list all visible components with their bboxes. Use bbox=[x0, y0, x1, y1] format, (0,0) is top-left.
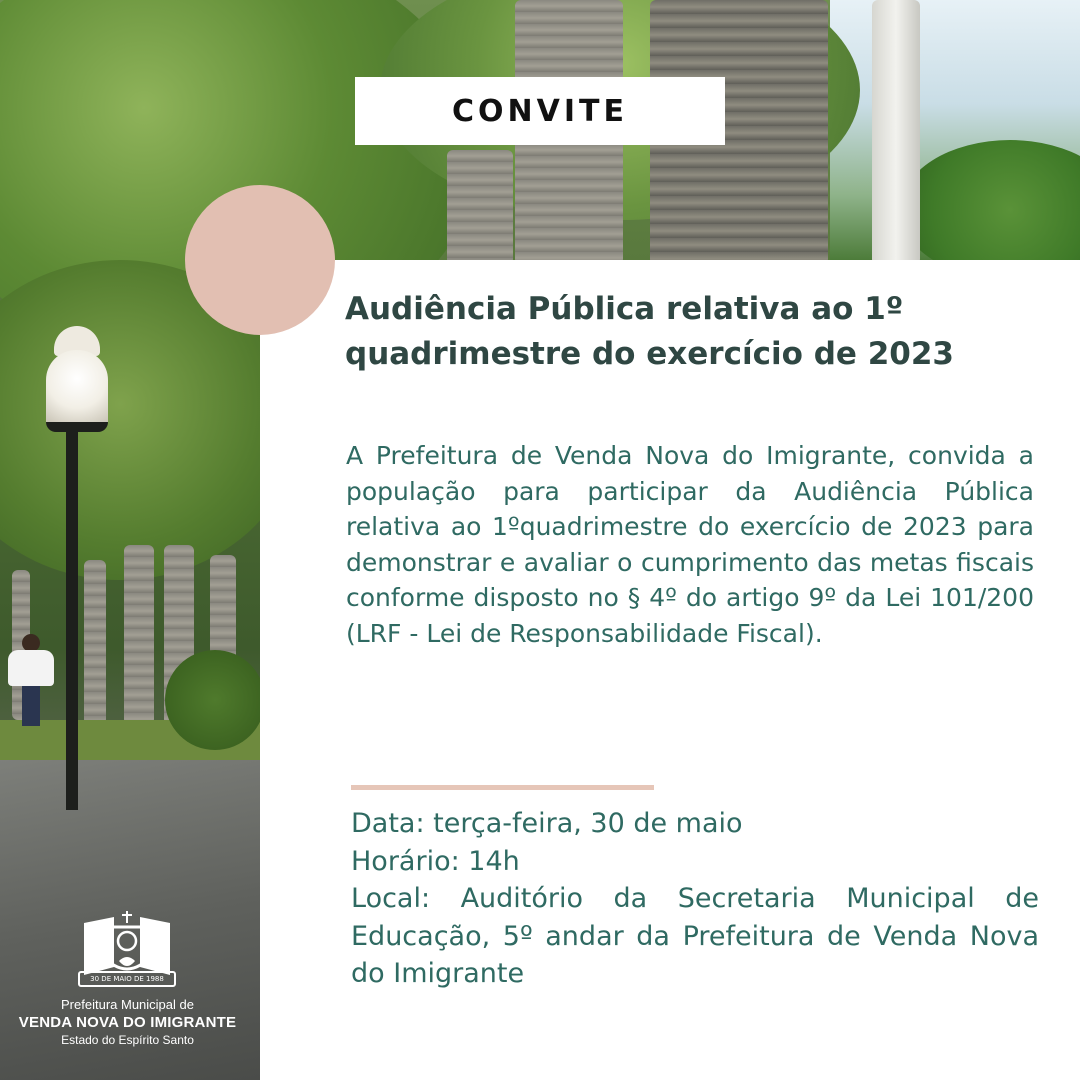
logo-line-3: Estado do Espírito Santo bbox=[61, 1033, 194, 1047]
bush bbox=[165, 650, 265, 750]
logo-ribbon: 30 DE MAIO DE 1988 bbox=[78, 971, 176, 987]
palm-trunk bbox=[447, 150, 513, 265]
logo-line-1: Prefeitura Municipal de bbox=[61, 997, 194, 1012]
decorative-circle bbox=[185, 185, 335, 335]
street-lamp-icon bbox=[46, 350, 108, 432]
event-time: Horário: 14h bbox=[351, 845, 520, 877]
section-divider bbox=[351, 785, 654, 790]
palm-trunk bbox=[124, 545, 154, 725]
event-details bbox=[351, 805, 1039, 993]
cyclist bbox=[8, 640, 54, 730]
invite-badge-label: CONVITE bbox=[452, 93, 628, 129]
street-lamp-post bbox=[66, 430, 78, 810]
event-title: Audiência Pública relativa ao 1º quadrimestre do exercício de 2023 bbox=[345, 291, 954, 372]
invite-badge bbox=[355, 77, 725, 145]
municipal-logo bbox=[10, 905, 245, 1055]
event-date: Data: terça-feira, 30 de maio bbox=[351, 808, 743, 839]
logo-line-2: VENDA NOVA DO IMIGRANTE bbox=[18, 1014, 237, 1031]
palm-trunk bbox=[84, 560, 106, 725]
lamp-pole-background bbox=[872, 0, 920, 265]
event-description: A Prefeitura de Venda Nova do Imigrante, convida a população para participar da Audiência Pública relativa ao 1ºquadrimestre do exercício de 2023 para demonstrar e avaliar o cumprimento das metas fiscais conforme disposto no § 4º do artigo 9º da Lei 101/200 (LRF - Lei de Responsabilidade Fiscal). bbox=[346, 441, 1034, 648]
event-location: Local: Auditório da Secretaria Municipal de Educação, 5º andar da Prefeitura de Venda Nova do Imigrante bbox=[351, 883, 1039, 989]
